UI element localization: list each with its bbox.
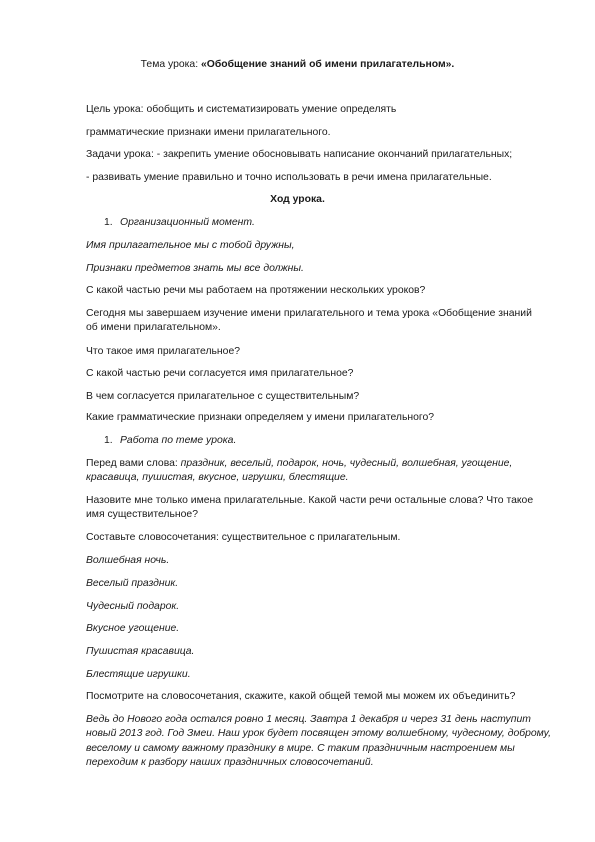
words-prefix: Перед вами слова: bbox=[86, 458, 181, 469]
phrase-item: Веселый праздник. bbox=[86, 578, 179, 589]
words-line-1 bbox=[86, 457, 512, 470]
question-4: В чем согласуется прилагательное с существительным? bbox=[86, 391, 360, 402]
lesson-tasks-line-1: Задачи урока: - закрепить умение обосновывать написание окончаний прилагательных; bbox=[86, 149, 513, 160]
phrase-item: Чудесный подарок. bbox=[86, 601, 180, 612]
lesson-goal-line-1: Цель урока: обобщить и систематизировать умение определять bbox=[86, 104, 397, 115]
paragraph-1-line-1: Сегодня мы завершаем изучение имени прилагательного и тема урока «Обобщение знаний bbox=[86, 308, 532, 319]
section-1-number: 1. bbox=[104, 217, 113, 228]
phrase-item: Волшебная ночь. bbox=[86, 555, 170, 566]
poem-line-1: Имя прилагательное мы с тобой дружны, bbox=[86, 240, 295, 251]
words-line-2: красавица, пушистая, вкусное, игрушки, блестящие. bbox=[86, 472, 349, 483]
lesson-topic bbox=[0, 58, 595, 71]
closing-line-4: переходим к разбору наших праздничных словосочетаний. bbox=[86, 757, 374, 768]
question-3: С какой частью речи согласуется имя прилагательное? bbox=[86, 368, 354, 379]
phrase-item: Вкусное угощение. bbox=[86, 623, 180, 634]
topic-prefix: Тема урока: bbox=[140, 59, 201, 70]
section-1-title: Организационный момент. bbox=[120, 217, 255, 228]
phrase-item: Пушистая красавица. bbox=[86, 646, 195, 657]
question-1: С какой частью речи мы работаем на протяжении нескольких уроков? bbox=[86, 285, 426, 296]
question-7: Посмотрите на словосочетания, скажите, какой общей темой мы можем их объединить? bbox=[86, 691, 516, 702]
task-phrases: Составьте словосочетания: существительное с прилагательным. bbox=[86, 532, 401, 543]
poem-line-2: Признаки предметов знать мы все должны. bbox=[86, 263, 304, 274]
question-2: Что такое имя прилагательное? bbox=[86, 346, 241, 357]
section-2-number: 1. bbox=[104, 435, 113, 446]
closing-line-1: Ведь до Нового года остался ровно 1 месяц. Завтра 1 декабря и через 31 день наступит bbox=[86, 714, 531, 725]
topic-title: «Обобщение знаний об имени прилагательном». bbox=[201, 59, 455, 70]
closing-line-3: веселому и самому важному празднику в мире. С таким праздничным настроением мы bbox=[86, 743, 515, 754]
question-6-line-2: имя существительное? bbox=[86, 509, 198, 520]
section-2-title: Работа по теме урока. bbox=[120, 435, 237, 446]
lesson-tasks-line-2: - развивать умение правильно и точно использовать в речи имена прилагательные. bbox=[86, 172, 492, 183]
paragraph-1-line-2: об имени прилагательном». bbox=[86, 322, 221, 333]
closing-line-2: новый 2013 год. Год Змеи. Наш урок будет посвящен этому волшебному, чудесному, доброму, bbox=[86, 728, 552, 739]
words-list-1: праздник, веселый, подарок, ночь, чудесный, волшебная, угощение, bbox=[180, 458, 513, 469]
phrase-item: Блестящие игрушки. bbox=[86, 669, 191, 680]
question-6-line-1: Назовите мне только имена прилагательные. Какой части речи остальные слова? Что такое bbox=[86, 495, 534, 506]
question-5: Какие грамматические признаки определяем у имени прилагательного? bbox=[86, 412, 435, 423]
course-heading: Ход урока. bbox=[270, 194, 325, 205]
lesson-goal-line-2: грамматические признаки имени прилагательного. bbox=[86, 127, 331, 138]
